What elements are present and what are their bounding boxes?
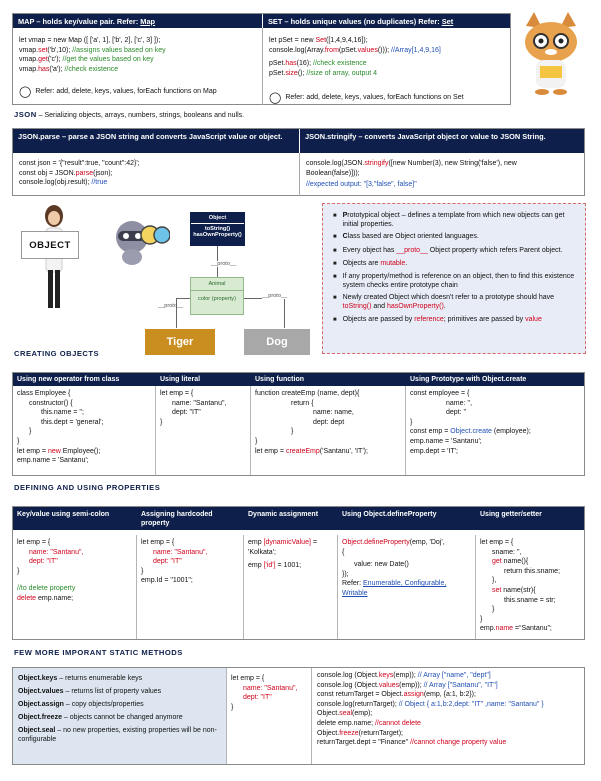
code-line: this.sname = str; — [504, 596, 556, 604]
code-line: vmap.get('c'); //get the values based on key — [19, 56, 154, 64]
proto-label: __proto__ — [211, 261, 237, 267]
code-line: console.log (Object.keys(emp)); // Array ["name", "dept"] — [317, 672, 491, 679]
code-line: } — [492, 606, 495, 614]
code-line: function createEmp (name, dept){ — [255, 390, 360, 397]
code-line: name: '', — [446, 399, 473, 407]
code-line: const json = '{"result":true, "count":42}'; — [19, 160, 140, 167]
json-stringify-header — [300, 129, 584, 153]
mascot-lynx-image — [514, 12, 588, 96]
code-line: 'Kolkata'; — [248, 548, 276, 556]
lightbulb-icon: ◯ — [19, 86, 32, 98]
code-line: let emp = { — [480, 539, 514, 546]
creating-col-literal — [156, 386, 251, 475]
code-line: dept: "IT" — [172, 409, 201, 417]
proto-bullet: ■ Objects are passed by reference; primitives are passed by value — [333, 315, 577, 325]
creating-header: Using new operator from class — [17, 376, 120, 383]
code-line: dept: dept — [313, 418, 345, 426]
proto-label: __proto__ — [262, 293, 288, 299]
json-parse-code — [19, 159, 140, 188]
code-line: let emp = { — [17, 539, 51, 546]
code-line: name: "Santanu", — [29, 548, 84, 556]
static-method-item — [13, 685, 226, 698]
code-line: vmap.has('a'); //check existence — [19, 65, 119, 73]
method-name: Object.keys — [18, 675, 58, 682]
code-line: } — [141, 567, 144, 575]
tiger-label: Tiger — [166, 336, 194, 348]
code-line: vmap.set('b',10); //assigns values based on key — [19, 46, 166, 54]
defining-col-getset — [476, 535, 584, 639]
code-line: return this.sname; — [504, 567, 561, 575]
static-methods-list — [13, 668, 227, 764]
code-line: delete emp.name; //cannot delete — [317, 719, 421, 727]
code-line: } — [160, 418, 163, 426]
code-line: } — [29, 428, 32, 436]
creating-objects-title: CREATING OBJECTS — [14, 349, 100, 358]
code-line: console.log (Object.values(emp)); // Array ["Santanu", "IT"] — [317, 681, 498, 689]
defining-header-row — [13, 507, 584, 530]
json-intro — [14, 110, 244, 119]
code-line: { — [342, 548, 345, 556]
code-line: console.log(Array.from(pSet.values())); //Array[1,4,9,16] — [269, 46, 441, 54]
refer-link[interactable]: Writable — [342, 589, 368, 597]
method-name: Object.freeze — [18, 714, 62, 721]
code-line: console.log(returnTarget); // Object { a:1,b:2,dept: "IT" ,name: "Santanu" } — [317, 700, 544, 708]
code-line: const emp = Object.create (employee); — [410, 428, 531, 436]
dog-label: Dog — [266, 336, 288, 348]
code-line: let emp = { — [160, 390, 194, 397]
json-parse-title: JSON.parse – parse a JSON string and converts JavaScript value or object. — [18, 132, 283, 141]
code-line: Object.freeze(returnTarget); — [317, 729, 404, 737]
code-line: const returnTarget = Object.assign(emp, {a:1, b:2}); — [317, 691, 476, 699]
code-line: sname: '', — [492, 548, 522, 556]
code-line: } — [410, 418, 413, 426]
creating-header: Using literal — [160, 376, 201, 383]
code-line: name: "Santanu", — [243, 684, 298, 692]
proto-bullet: ■ If any property/method is reference on an object, then to find this existence system checks entire prototype chain — [333, 272, 577, 290]
code-line: name: "Santanu", — [172, 399, 227, 407]
code-line: } — [480, 615, 483, 623]
object-box-method: toString() — [204, 226, 231, 232]
code-line: pSet.size(); //size of array, output 4 — [269, 69, 378, 77]
defining-header: Key/value using semi-colon — [17, 511, 110, 518]
map-title: MAP – holds key/value pair. Refer: — [18, 17, 141, 26]
static-example-object — [227, 668, 312, 764]
object-proto-box — [190, 212, 245, 246]
object-box-title: Object — [191, 213, 244, 224]
set-refer-link[interactable]: Set — [441, 17, 454, 26]
code-line: this.name = ''; — [41, 409, 84, 417]
code-line: emp [dynamicValue] = — [248, 539, 317, 546]
object-box-method: hasOwnProperty() — [193, 232, 242, 238]
defining-header: Assigning hardcoded property — [141, 511, 213, 527]
static-method-item — [13, 724, 226, 746]
code-line: let vmap = new Map ([ ['a', 1], ['b', 2], ['c', 3] ]); — [19, 37, 161, 44]
dog-box — [244, 329, 310, 355]
code-line: }, — [492, 577, 497, 585]
code-line: returnTarget.dept = "Finance" //cannot change property value — [317, 739, 507, 747]
proto-label: __proto__ — [158, 303, 184, 309]
defining-header: Using Object.defineProperty — [342, 511, 437, 518]
code-line: //to delete property — [17, 585, 76, 593]
code-line: console.log(JSON.stringify([new Number(3), new String('false'), new — [306, 160, 517, 167]
json-stringify-title: JSON.stringify – converts JavaScript object or value to JSON String. — [305, 132, 546, 141]
set-title: SET – holds unique values (no duplicates) Refer: — [268, 17, 442, 26]
map-refer-link[interactable]: Map — [140, 17, 156, 26]
set-refer-text: Refer: add, delete, keys, values, forEach functions on Set — [285, 94, 464, 101]
json-parse-header — [13, 129, 299, 153]
method-desc: – copy objects/properties — [63, 701, 144, 708]
code-line: let emp = { — [231, 675, 265, 682]
proto-bullet: ■ Prototypical object – defines a template from which new objects can get initial properties. — [333, 211, 577, 229]
code-line: name: "Santanu", — [153, 548, 208, 556]
lightbulb-icon: ◯ — [269, 92, 282, 104]
json-desc: – Serializing objects, arrays, numbers, strings, booleans and nulls. — [36, 112, 245, 119]
code-line: emp.name = 'Santanu'; — [17, 457, 89, 465]
json-stringify-code — [306, 159, 517, 190]
creating-header: Using Prototype with Object.create — [410, 376, 527, 383]
animal-box-title: Animal — [191, 278, 243, 291]
code-line: return { — [291, 399, 314, 407]
code-line: constructor() { — [29, 399, 73, 407]
creating-objects-table — [12, 372, 585, 476]
code-line: } — [255, 437, 258, 445]
method-desc: – returns enumerable keys — [57, 675, 143, 682]
set-header — [263, 14, 510, 28]
map-refer-text: Refer: add, delete, keys, values, forEach functions on Map — [35, 88, 217, 95]
code-line: } — [17, 437, 20, 445]
proto-bullet: ■ Newly created Object which doesn't refer to a prototype should have toString() and hasOwnProperty(). — [333, 293, 577, 311]
code-line: delete emp.name; — [17, 594, 74, 602]
json-panel — [12, 128, 585, 196]
code-line: dept: "IT" — [29, 558, 58, 566]
static-example-code — [312, 668, 584, 764]
json-label: JSON — [14, 110, 37, 119]
animal-box — [190, 277, 244, 315]
code-line: console.log(obj.result); //true — [19, 179, 108, 187]
code-line: } — [17, 567, 20, 575]
code-line: const obj = JSON.parse(json); — [19, 169, 113, 177]
method-name: Object.values — [18, 688, 64, 695]
map-set-panel — [12, 13, 511, 105]
code-line: const employee = { — [410, 390, 470, 397]
map-refer-row — [19, 85, 217, 98]
defining-col-defineproperty — [338, 535, 476, 639]
mascot-raccoon-image — [110, 207, 170, 267]
code-line: let emp = createEmp('Santanu', 'IT'); — [255, 447, 368, 455]
proto-bullet: ■ Every object has __proto__ Object property which refers Parent object. — [333, 246, 577, 256]
method-name: Object.assign — [18, 701, 64, 708]
code-line: let emp = new Employee(); — [17, 447, 101, 455]
code-line: value: new Date() — [354, 561, 409, 569]
code-line: class Employee { — [17, 390, 71, 397]
proto-bullet: ■ Objects are mutable. — [333, 259, 577, 269]
creating-col-class — [13, 386, 156, 475]
static-method-item — [13, 672, 226, 685]
code-line: set name(str){ — [492, 586, 536, 594]
defining-col-keyvalue — [13, 535, 137, 639]
object-sign — [21, 231, 79, 259]
method-desc: – no new properties, existing properties will be non-configurable — [18, 727, 217, 743]
defining-properties-table — [12, 506, 585, 640]
creating-header-row — [13, 373, 584, 386]
defining-properties-title: DEFINING AND USING PROPERTIES — [14, 483, 161, 492]
animal-box-prop: color (property) — [198, 296, 236, 302]
prototype-notes-box — [322, 203, 586, 354]
code-line: pSet.has(16); //check existence — [269, 60, 367, 68]
code-line: //expected output: "[3,"false", false]" — [306, 181, 417, 189]
creating-header: Using function — [255, 376, 304, 383]
defining-col-hardcoded — [137, 535, 244, 639]
creating-col-prototype — [406, 386, 584, 475]
method-name: Object.seal — [18, 727, 56, 734]
static-methods-table — [12, 667, 585, 765]
code-line: }); — [342, 570, 349, 578]
code-line: emp.name =“Santanu”; — [480, 625, 552, 633]
code-line: name: name, — [313, 409, 354, 417]
code-line: emp.Id = "1001"; — [141, 577, 193, 585]
static-method-item — [13, 711, 226, 724]
code-line: } — [231, 703, 234, 711]
static-methods-title: FEW MORE IMPORANT STATIC METHODS — [14, 648, 183, 657]
creating-col-function — [251, 386, 406, 475]
code-line: dept: '' — [446, 409, 467, 417]
object-sign-text: OBJECT — [29, 239, 71, 251]
proto-bullet: ■ Class based are Object oriented languages. — [333, 232, 577, 242]
code-line: Object.seal(emp); — [317, 710, 373, 718]
code-line: this.dept = 'general'; — [41, 418, 104, 426]
code-line: emp.dept = 'IT'; — [410, 447, 459, 455]
code-line: } — [291, 428, 294, 436]
code-line: let emp = { — [141, 539, 175, 546]
code-line: emp ['id'] = 1001; — [248, 562, 302, 570]
method-desc: – objects cannot be changed anymore — [61, 714, 183, 721]
tiger-box — [145, 329, 215, 355]
code-line: emp.name = 'Santanu'; — [410, 437, 482, 445]
code-line: get name(){ — [492, 558, 529, 566]
defining-col-dynamic — [244, 535, 338, 639]
code-line: dept: "IT" — [153, 558, 182, 566]
static-method-item — [13, 698, 226, 711]
code-line: let pSet = new Set([1,4,9,4,16]); — [269, 37, 368, 44]
defining-header: Using getter/setter — [480, 511, 542, 518]
code-line: dept: "IT" — [243, 694, 272, 702]
map-header — [13, 14, 262, 28]
code-line: Boolean(false)])); — [306, 169, 360, 177]
map-code — [19, 36, 166, 74]
method-desc: – returns list of property values — [63, 688, 162, 695]
defining-header: Dynamic assignment — [248, 511, 319, 518]
refer-label: Refer: — [342, 580, 364, 588]
code-line — [342, 579, 471, 589]
code-line: Object.defineProperty(emp, 'Doj', — [342, 539, 445, 546]
refer-link[interactable]: Enumerable, Configurable, — [363, 580, 447, 588]
set-refer-row — [269, 91, 464, 104]
set-code — [269, 36, 441, 78]
